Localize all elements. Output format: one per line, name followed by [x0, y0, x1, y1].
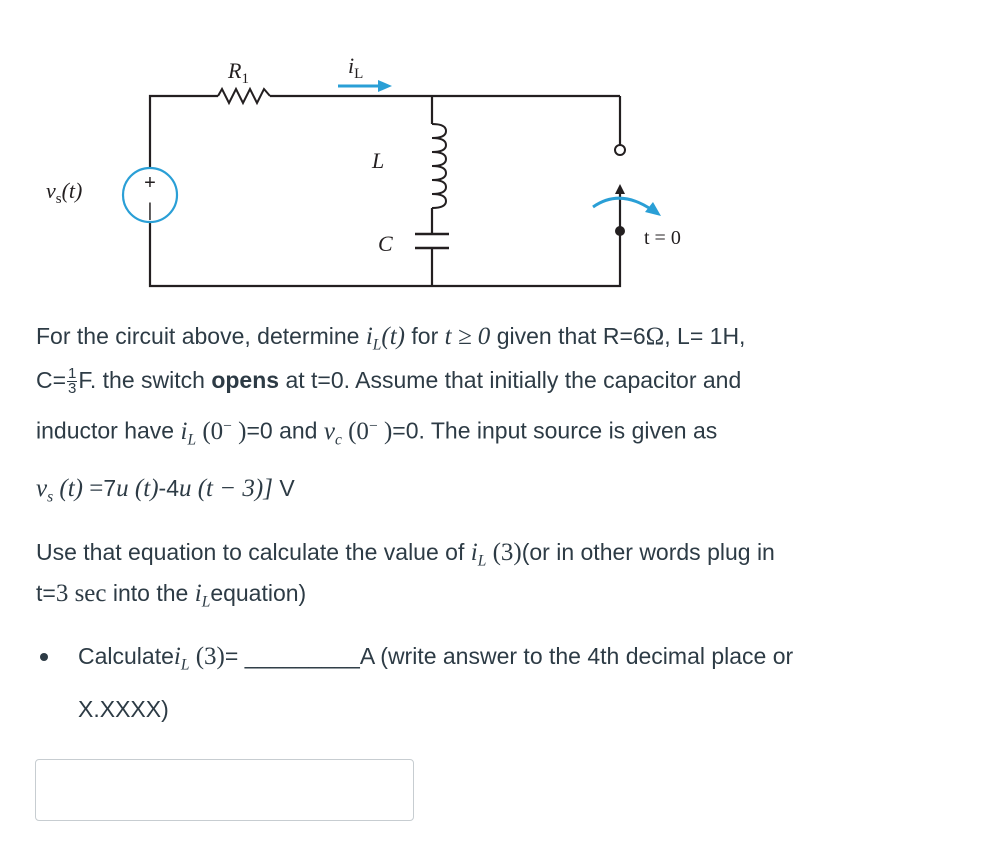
- answer-input[interactable]: [35, 759, 414, 821]
- arg: (3): [486, 539, 522, 566]
- vs-symbol: $v_s$: [36, 475, 54, 506]
- il-symbol: $i_L$: [470, 539, 487, 570]
- capacitor: [415, 234, 449, 248]
- bold-opens: opens: [211, 367, 280, 393]
- initial-arg: (0− ): [196, 417, 247, 445]
- text: = _________A (write answer to the 4th decimal place or: [224, 643, 794, 669]
- text: =0. The input source is given as: [392, 417, 718, 444]
- initial-arg: (0− ): [341, 417, 393, 445]
- source-minus: |: [147, 200, 153, 220]
- text: -4: [158, 475, 179, 501]
- text: Use that equation to calculate the value of: [36, 539, 471, 565]
- question-line-2: [36, 358, 741, 402]
- vc-symbol: $v_c$: [323, 417, 342, 448]
- circuit-wires: [147, 96, 620, 286]
- il-label: $i_L$: [348, 53, 364, 82]
- current-arrow: [338, 80, 392, 92]
- il-symbol: $i_L$: [173, 643, 190, 674]
- fraction-one-third: $\frac{1}{3}$: [68, 365, 77, 398]
- text: F. the switch: [78, 367, 212, 393]
- inductor: [432, 124, 446, 208]
- c-label: C: [378, 231, 393, 256]
- vs-label: $v_s(t)$: [46, 178, 83, 207]
- text: =0 and: [246, 417, 324, 444]
- text: at t=0. Assume that initially the capacitor and: [279, 367, 742, 393]
- condition: t ≥ 0: [444, 323, 491, 350]
- text: C=: [36, 367, 67, 393]
- text: 7: [103, 475, 117, 501]
- source-equation: [36, 466, 295, 519]
- text: t=: [36, 580, 56, 606]
- text: (or in other words plug in: [521, 539, 775, 565]
- t-arg: (t): [128, 475, 159, 502]
- il-symbol: $i_L$: [180, 417, 197, 448]
- l-label: L: [372, 148, 385, 173]
- source-plus: +: [144, 172, 156, 194]
- t-arg: (t): [53, 475, 90, 502]
- text: Calculate: [78, 643, 174, 669]
- t-arg: (t − 3)]: [191, 475, 273, 502]
- question-line-5: [36, 571, 306, 624]
- text: inductor have: [36, 417, 181, 444]
- question-line-3: [36, 404, 717, 462]
- answer-format: X.XXXX): [78, 696, 169, 723]
- switch-label: t = 0: [644, 227, 681, 249]
- resistor-r1: [218, 89, 270, 103]
- u-symbol: u: [116, 475, 129, 502]
- circuit-diagram: [0, 0, 986, 310]
- text: for: [405, 323, 445, 349]
- text: For the circuit above, determine: [36, 323, 366, 349]
- arg: (3): [189, 643, 225, 670]
- r1-label: $R_1$: [228, 58, 249, 87]
- value: 3 sec: [55, 580, 107, 607]
- il-symbol: $i_L$: [365, 323, 382, 354]
- text: equation): [210, 580, 307, 606]
- ohm-symbol: Ω: [645, 323, 665, 350]
- text: into the: [106, 580, 195, 606]
- il-symbol: $i_L$: [194, 580, 211, 611]
- bullet-text: [78, 634, 793, 731]
- t-arg: (t): [381, 323, 406, 350]
- text: given that R=6: [490, 323, 646, 349]
- eq-sign: =: [89, 475, 104, 502]
- bullet-dot-icon: [40, 653, 48, 661]
- switch: [593, 145, 661, 236]
- unit: V: [272, 475, 295, 501]
- u-symbol: u: [178, 475, 192, 502]
- text: , L= 1H,: [664, 323, 746, 349]
